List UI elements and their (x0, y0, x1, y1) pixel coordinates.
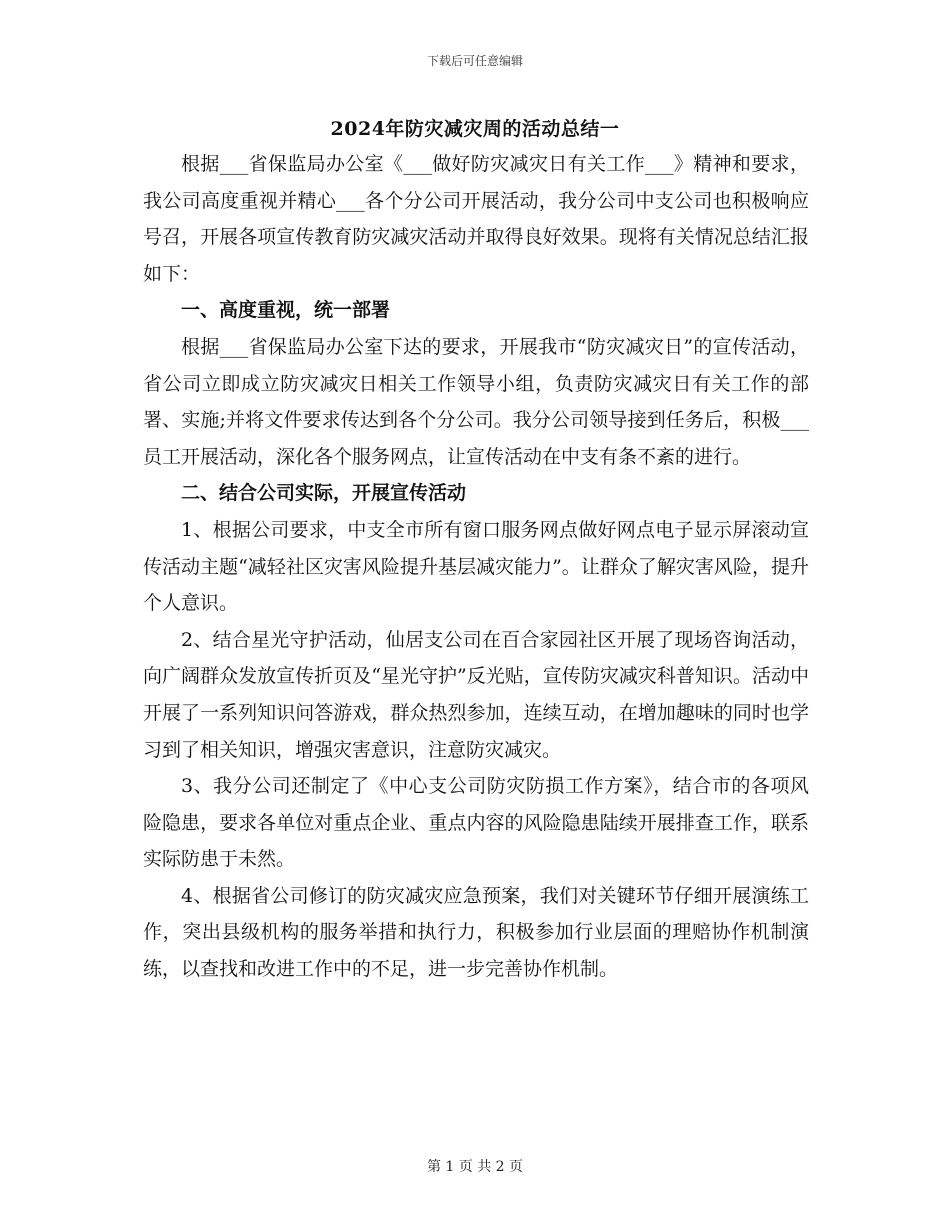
page-header: 下载后可任意编辑 (426, 54, 523, 68)
paragraph-section-1: 根据___省保监局办公室下达的要求，开展我市“防灾减灾日”的宣传活动，省公司立即成立防灾减灾日相关工作领导小组，负责防灾减灾日有关工作的部署、实施;并将文件要求传达到各个分公司。我分公司领导接到任务后，积极___员工开展活动，深化各个服务网点，让宣传活动在中支有条不紊的进行。 (143, 335, 809, 468)
paragraph-item-2: 2、结合星光守护活动，仙居支公司在百合家园社区开展了现场咨询活动，向广阔群众发放宣传折页及“星光守护”反光贴，宣传防灾减灾科普知识。活动中开展了一系列知识问答游戏，群众热烈参加，连续互动，在增加趣味的同时也学习到了相关知识，增强灾害意识，注意防灾减灾。 (143, 628, 809, 761)
page-footer: 第 1 页 共 2 页 (426, 1159, 524, 1175)
section-heading-2: 二、结合公司实际，开展宣传活动 (181, 482, 467, 505)
paragraph-item-4: 4、根据省公司修订的防灾减灾应急预案，我们对关键环节仔细开展演练工作，突出县级机构的服务举措和执行力，积极参加行业层面的理赔协作机制演练，以查找和改进工作中的不足，进一步完善协作机制。 (143, 884, 809, 981)
document-body (143, 146, 809, 988)
paragraph-item-1: 1、根据公司要求，中支全市所有窗口服务网点做好网点电子显示屏滚动宣传活动主题“减轻社区灾害风险提升基层减灾能力”。让群众了解灾害风险，提升个人意识。 (143, 518, 809, 615)
paragraph-intro: 根据___省保监局办公室《___做好防灾减灾日有关工作___》精神和要求，我公司高度重视并精心___各个分公司开展活动，我分公司中支公司也积极响应号召，开展各项宣传教育防灾减灾活动并取得良好效果。现将有关情况总结汇报如下： (143, 153, 809, 285)
document-title: 2024年防灾减灾周的活动总结一 (330, 118, 620, 140)
paragraph-item-3: 3、我分公司还制定了《中心支公司防灾防损工作方案》，结合市的各项风险隐患，要求各单位对重点企业、重点内容的风险隐患陆续开展排查工作，联系实际防患于未然。 (143, 775, 809, 871)
section-heading-1: 一、高度重视，统一部署 (181, 299, 391, 322)
